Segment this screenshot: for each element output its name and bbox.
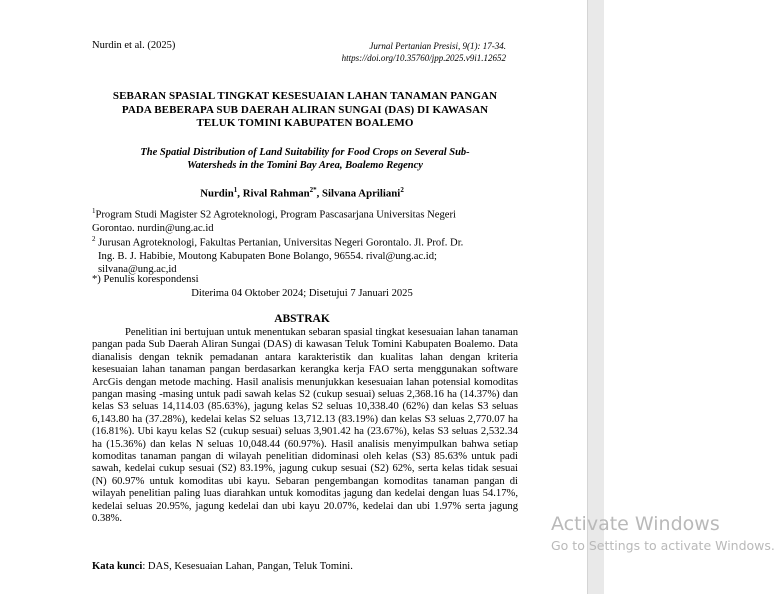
author-name: Nurdin — [200, 187, 234, 200]
title-line: PADA BEBERAPA SUB DAERAH ALIRAN SUNGAI (DAS) DI KAWASAN — [121, 103, 489, 116]
english-title-line: The Spatial Distribution of Land Suitability for Food Crops on Several Sub- — [140, 147, 470, 158]
affiliation-1 — [92, 205, 524, 235]
abstract-heading: ABSTRAK — [274, 313, 330, 325]
affiliation-text: Jurusan Agroteknologi, Fakultas Pertanian, Universitas Negeri Gorontalo. Jl. Prof. Dr. — [98, 237, 464, 249]
affiliation-2 — [92, 233, 524, 276]
author-affiliation-mark: 1 — [233, 186, 238, 194]
affiliation-text: Program Studi Magister S2 Agroteknologi, Program Pascasarjana Universitas Negeri — [95, 209, 456, 221]
author-separator: , — [316, 187, 322, 200]
title-line: TELUK TOMINI KABUPATEN BOALEMO — [196, 117, 414, 129]
journal-citation: Jurnal Pertanian Presisi, 9(1): 17-34. — [369, 41, 506, 51]
affiliation-text: Gorontao. nurdin@ung.ac.id — [92, 222, 214, 234]
author-name: Silvana Apriliani — [322, 187, 401, 200]
correspondence-note: *) Penulis korespondensi — [92, 274, 199, 285]
viewer-scroll-gutter[interactable] — [587, 0, 604, 594]
paper-title — [70, 90, 540, 131]
english-title-line: Watersheds in the Tomini Bay Area, Boalemo Regency — [187, 160, 423, 171]
running-header-author: Nurdin et al. (2025) — [92, 40, 176, 51]
author-list — [0, 186, 604, 200]
affiliation-mark: 1 — [92, 207, 96, 215]
watermark-subtitle: Go to Settings to activate Windows. — [551, 538, 775, 553]
submission-dates: Diterima 04 Oktober 2024; Disetujui 7 Januari 2025 — [191, 288, 413, 299]
author-name: Rival Rahman — [242, 187, 310, 200]
author-affiliation-mark: 2 — [400, 186, 404, 194]
author-separator: , — [237, 187, 243, 200]
abstract-body: Penelitian ini bertujuan untuk menentukan sebaran spasial tingkat kesesuaian lahan tanaman pangan pada Sub Daerah Aliran Sungai (DAS) di kawasan Teluk Tomini Kabupaten Boalemo. Data dianalisis dengan teknik pemadanan antara karakteristik dan kualitas lahan dengan kriteria kesesuaian lahan tanaman pangan berdasarkan kerangka kerja FAO serta menggunakan software ArcGis dengan metode maching. Hasil analisis menunjukkan kesesuaian lahan potensial komoditas pangan masing -masing untuk padi sawah kelas S2 (cukup sesuai) seluas 2,368.16 ha (14.37%) dan kelas S3 seluas 14,114.03 (85.63%), jagung kelas S2 seluas 10,338.40 (62%) dan kelas S3 seluas 6,143.80 ha (37.28%), kedelai kelas S2 seluas 13,712.13 (83.19%) dan kelas S3 seluas 2,770.07 ha (16.81%). Ubi kayu kelas S2 (cukup sesuai) seluas 3,901.42 ha (23.67%), kelas S3 seluas 2,532.34 ha (15.36%) dan kelas N seluas 10,048.44 (60.97%). Hasil analisis menyimpulkan bahwa setiap komoditas tanaman pangan di wilayah penelitian didominasi oleh kelas (S3) 85.63% untuk padi sawah, kedelai cukup sesuai (S2) 83.19%, jagung cukup sesuai (S2) 62%, serta kelas tidak sesuai (N) 60.97% untuk komoditas ubi kayu. Sebaran pengembangan komoditas tanaman pangan di wilayah penelitian paling luas diarahkan untuk komoditas jagung dan kedelai dengan luas 54.17%, kedelai seluas 20.95%, jagung kedelai dan ubi kayu 20.07%, kedelai dan ubi 1.97% serta jagung 0.38%. — [92, 327, 518, 525]
watermark-title: Activate Windows — [551, 513, 720, 535]
title-line: SEBARAN SPASIAL TINGKAT KESESUAIAN LAHAN TANAMAN PANGAN — [112, 90, 498, 102]
affiliation-mark: 2 — [92, 235, 96, 243]
windows-activation-watermark — [551, 513, 775, 557]
keywords-label: Kata kunci — [92, 561, 143, 572]
affiliation-text: Ing. B. J. Habibie, Moutong Kabupaten Bone Bolango, 96554. rival@ung.ac.id; — [98, 250, 437, 262]
affiliation-text: silvana@ung.ac,id — [98, 263, 177, 275]
running-header-journal — [342, 40, 506, 64]
author-affiliation-mark: 2* — [309, 186, 317, 194]
paper-english-title — [95, 146, 515, 172]
doi-link[interactable]: https://doi.org/10.35760/jpp.2025.v9i1.12652 — [341, 53, 506, 63]
keywords-value: : DAS, Kesesuaian Lahan, Pangan, Teluk Tomini. — [142, 561, 353, 572]
keywords — [92, 561, 518, 572]
